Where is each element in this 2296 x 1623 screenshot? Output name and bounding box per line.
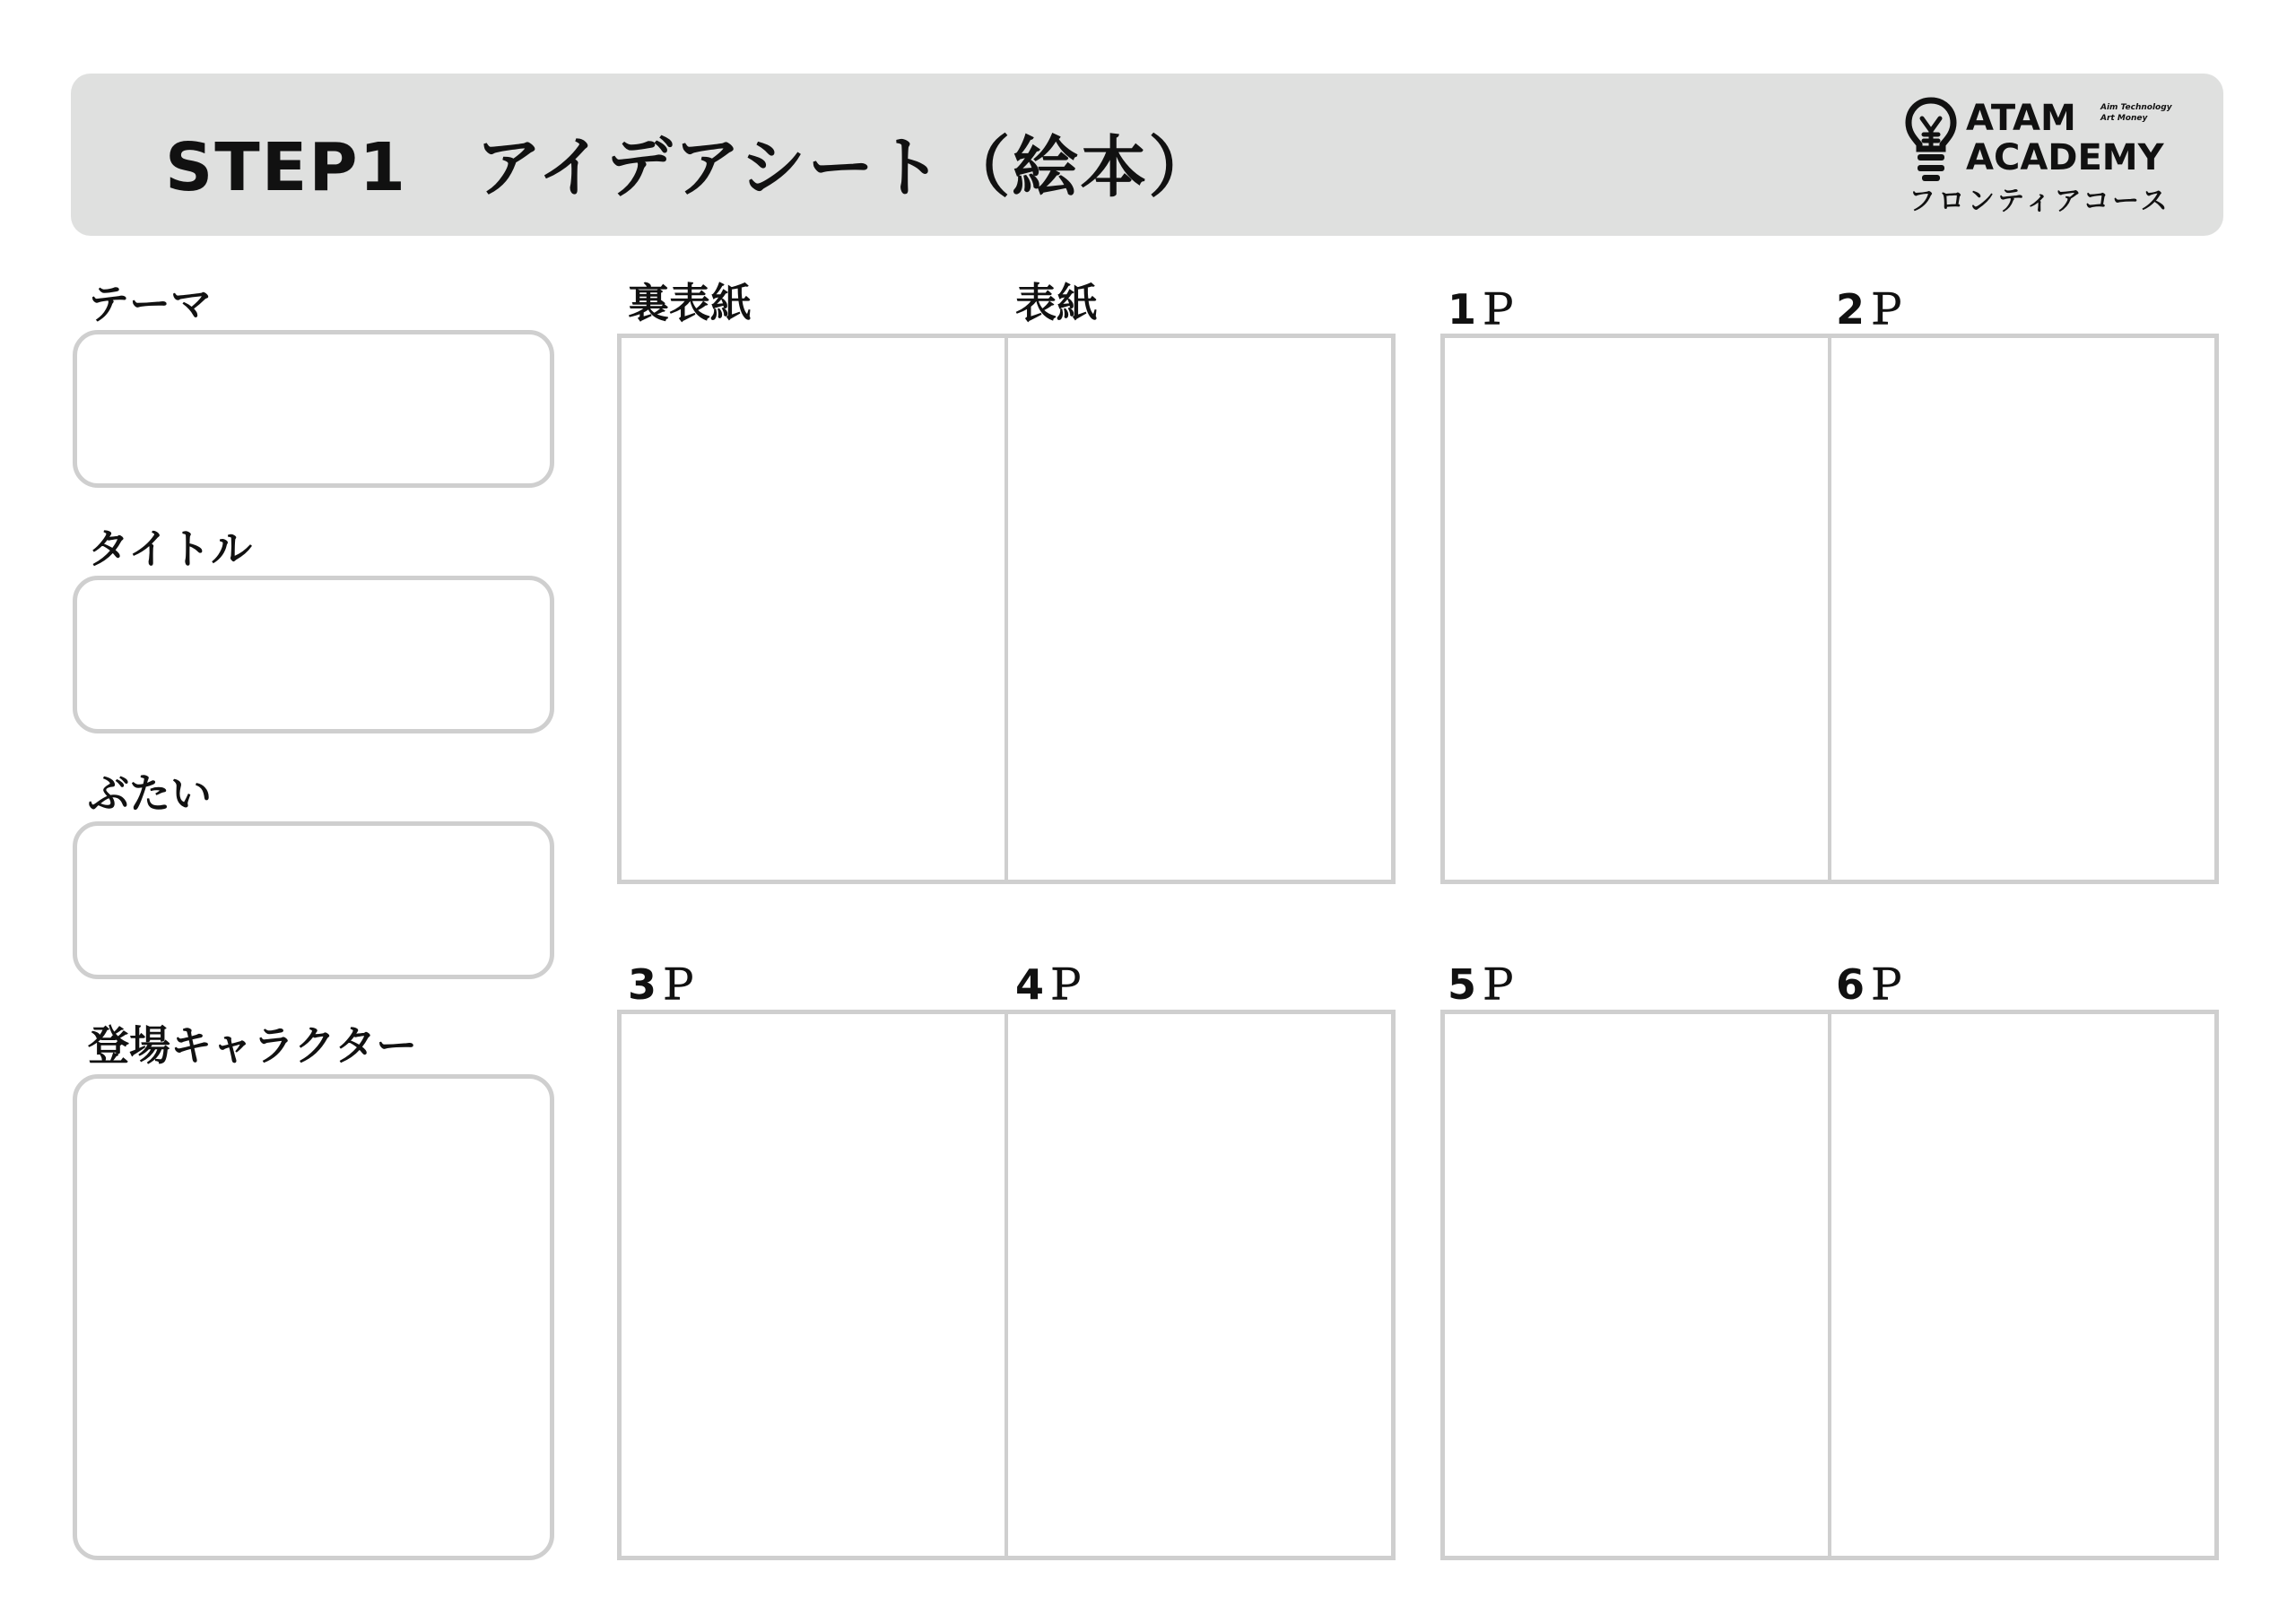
cover-label: 表紙 (1015, 279, 1098, 327)
page-4-label: 4Ｐ (1015, 960, 1086, 1009)
page-1[interactable] (1445, 338, 1831, 880)
back-cover-label: 裏表紙 (628, 279, 752, 327)
cover-page[interactable] (1004, 338, 1391, 880)
lightbulb-yen-icon (1905, 97, 1957, 183)
logo-tagline-line2: Art Money (2100, 114, 2148, 123)
theme-label: テーマ (88, 280, 212, 328)
page-2[interactable] (1828, 338, 2214, 880)
logo-course-name: フロンティアコース (1909, 186, 2170, 217)
theme-field[interactable] (73, 330, 554, 488)
title-label: タイトル (88, 525, 253, 573)
logo-name-line2: ACADEMY (1966, 137, 2164, 178)
page-3-label: 3Ｐ (628, 960, 699, 1009)
page-6[interactable] (1828, 1014, 2214, 1556)
page-1-label: 1Ｐ (1448, 285, 1518, 334)
page-2-label: 2Ｐ (1836, 285, 1907, 334)
spread-5-6 (1440, 1010, 2219, 1560)
title-field[interactable] (73, 576, 554, 733)
page-4[interactable] (1004, 1014, 1391, 1556)
back-cover-page[interactable] (622, 338, 1008, 880)
stage-field[interactable] (73, 821, 554, 979)
characters-field[interactable] (73, 1074, 554, 1560)
page-3[interactable] (622, 1014, 1008, 1556)
characters-label: 登場キャラクター (88, 1021, 418, 1070)
page-title: STEP1 アイデアシート（絵本） (165, 129, 1217, 206)
logo-tagline-line1: Aim Technology (2100, 103, 2172, 112)
spread-3-4 (617, 1010, 1396, 1560)
stage-label: ぶたい (88, 769, 212, 818)
header-bar (71, 74, 2223, 236)
spread-cover (617, 334, 1396, 884)
page-5-label: 5Ｐ (1448, 960, 1518, 1009)
logo-name-line1: ATAM (1966, 98, 2076, 139)
page-5[interactable] (1445, 1014, 1831, 1556)
spread-1-2 (1440, 334, 2219, 884)
page-6-label: 6Ｐ (1836, 960, 1907, 1009)
atam-academy-logo (1905, 95, 2174, 221)
